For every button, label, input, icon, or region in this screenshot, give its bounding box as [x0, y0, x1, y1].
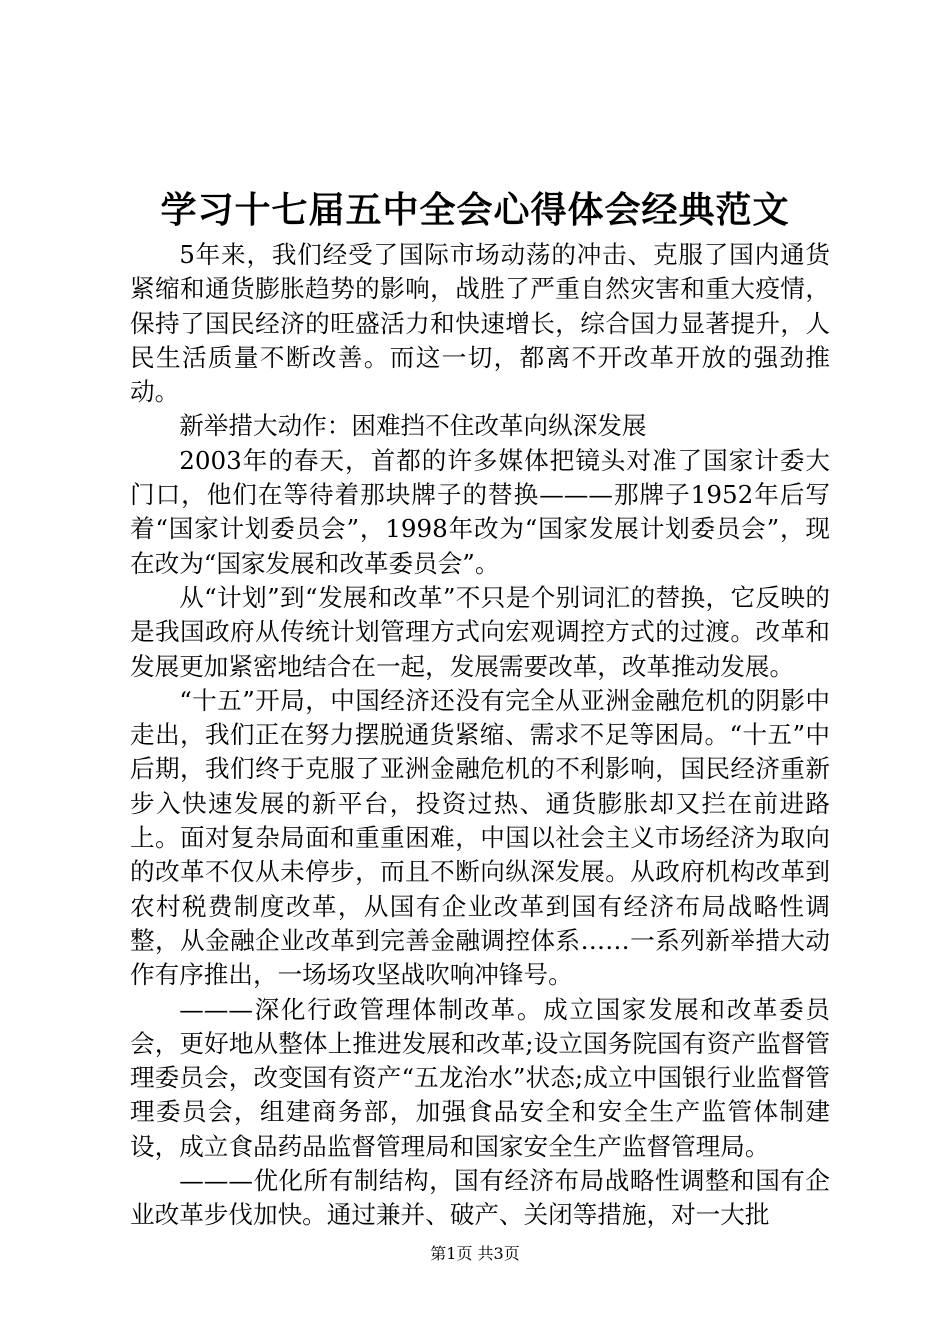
paragraph: ———优化所有制结构，国有经济布局战略性调整和国有企业改革步伐加快。通过兼并、破产、关闭等措施，对一大批: [130, 1166, 830, 1230]
paragraph: 2003年的春天，首都的许多媒体把镜头对准了国家计委大门口，他们在等待着那块牌子的替换———那牌子1952年后写着“国家计划委员会”，1998年改为“国家发展计划委员会”，现在改为“国家发展和改革委员会”。: [130, 445, 830, 578]
paragraph: ———深化行政管理体制改革。成立国家发展和改革委员会，更好地从整体上推进发展和改革;设立国务院国有资产监督管理委员会，改变国有资产“五龙治水”状态;成立中国银行业监督管理委员会，组建商务部，加强食品安全和安全生产监管体制建设，成立食品药品监督管理局和国家安全生产监督管理局。: [130, 994, 830, 1161]
paragraph: “十五”开局，中国经济还没有完全从亚洲金融危机的阴影中走出，我们正在努力摆脱通货紧缩、需求不足等困局。“十五”中后期，我们终于克服了亚洲金融危机的不利影响，国民经济重新步入快速发展的新平台，投资过热、通货膨胀却又拦在前进路上。面对复杂局面和重重困难，中国以社会主义市场经济为取向的改革不仅从未停步，而且不断向纵深发展。从政府机构改革到农村税费制度改革，从国有企业改革到国有经济布局战略性调整，从金融企业改革到完善金融调控体系……一系列新举措大动作有序推出，一场场攻坚战吹响冲锋号。: [130, 685, 830, 990]
page-number-footer: 第1页 共3页: [430, 1244, 520, 1263]
document-title: 学习十七届五中全会心得体会经典范文: [160, 189, 790, 231]
document-body: [130, 238, 830, 1233]
paragraph: 5年来，我们经受了国际市场动荡的冲击、克服了国内通货紧缩和通货膨胀趋势的影响，战胜了严重自然灾害和重大疫情，保持了国民经济的旺盛活力和快速增长，综合国力显著提升，人民生活质量不断改善。而这一切，都离不开改革开放的强劲推动。: [130, 240, 830, 407]
paragraph: 从“计划”到“发展和改革”不只是个别词汇的替换，它反映的是我国政府从传统计划管理方式向宏观调控方式的过渡。改革和发展更加紧密地结合在一起，发展需要改革，改革推动发展。: [130, 582, 830, 681]
paragraph-subheading: 新举措大动作：困难挡不住改革向纵深发展: [179, 411, 647, 441]
